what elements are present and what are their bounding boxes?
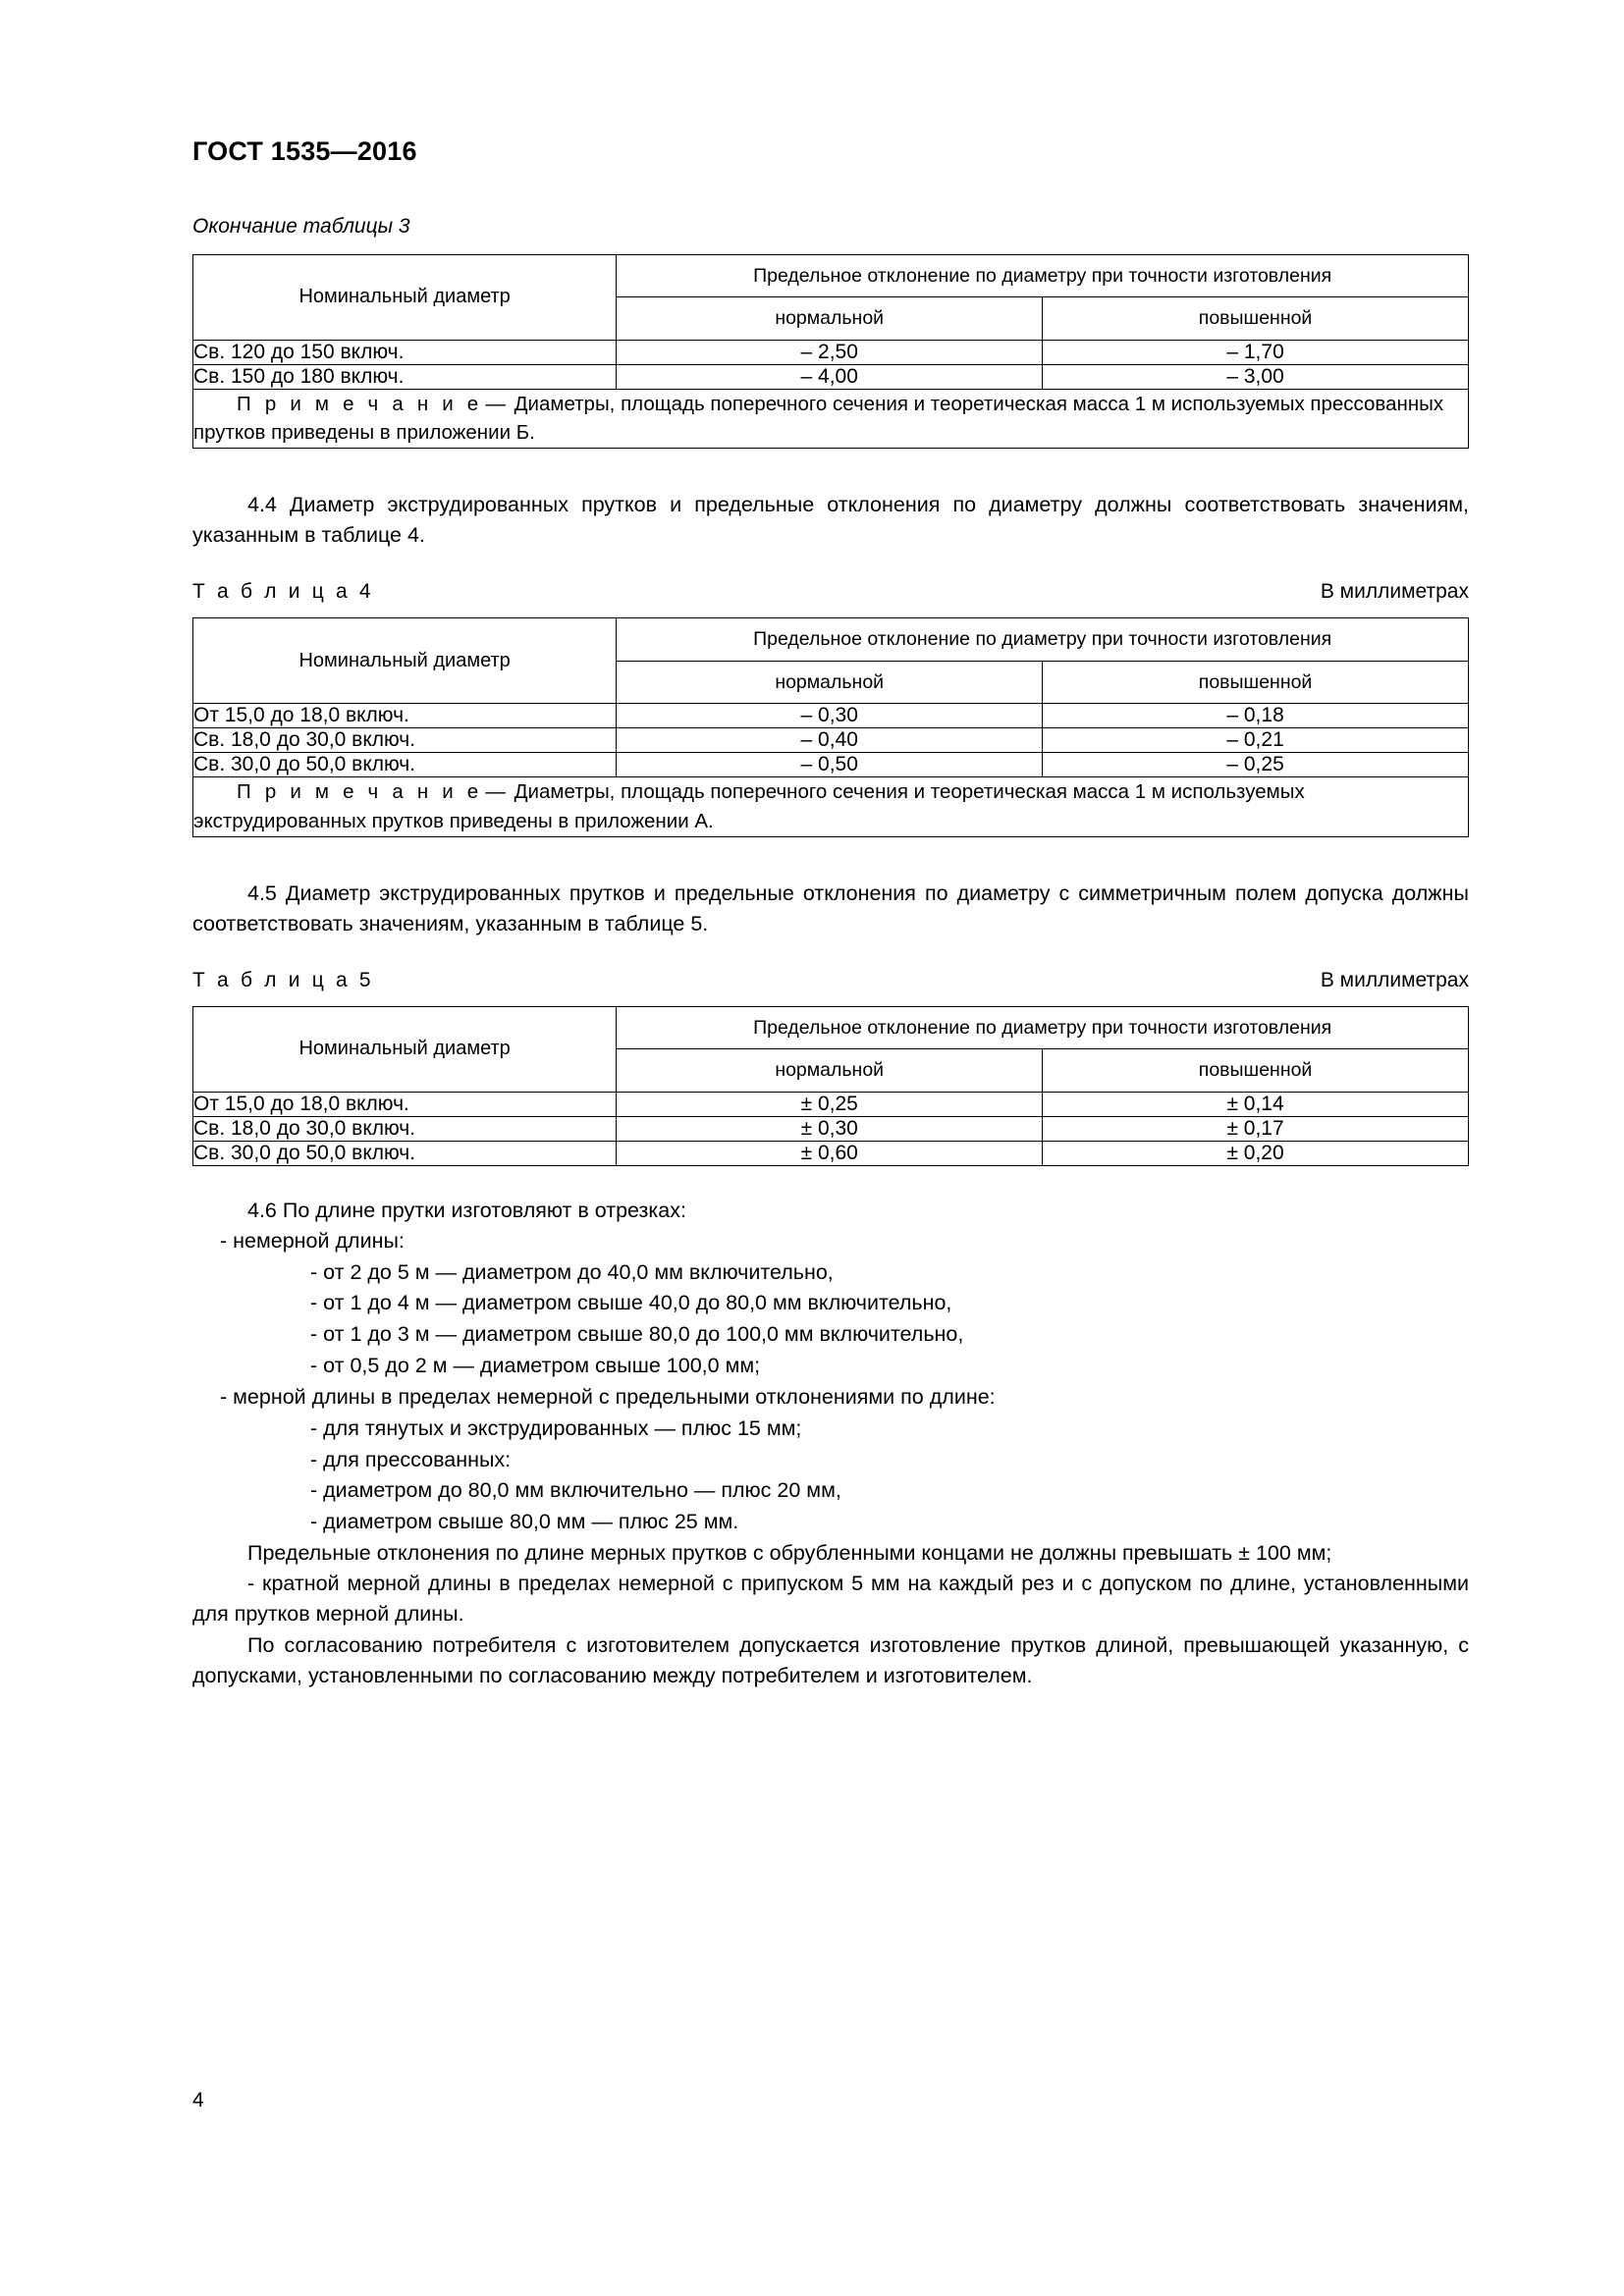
table3-note-row: [193, 389, 1469, 448]
page-number: 4: [192, 2089, 204, 2111]
table5-row1-increased: ± 0,17: [1043, 1116, 1469, 1141]
table3-note: [193, 389, 1469, 448]
table3-caption: Окончание таблицы 3: [192, 214, 410, 238]
table-row: [193, 728, 1469, 753]
table4-note-label: П р и м е ч а н и е: [237, 780, 483, 804]
table4-header-normal: нормальной: [617, 661, 1043, 703]
table3-row0-increased: – 1,70: [1043, 340, 1469, 364]
table4-note-row: [193, 777, 1469, 836]
table3-row1-normal: – 4,00: [617, 364, 1043, 389]
table4-row0-diameter: От 15,0 до 18,0 включ.: [193, 704, 617, 728]
table5-row0-normal: ± 0,25: [617, 1092, 1043, 1116]
table4-units: В миллиметрах: [1320, 580, 1469, 604]
table3-row0-normal: – 2,50: [617, 340, 1043, 364]
section-4-6-list: [192, 1226, 1469, 1538]
table5-header-group: Предельное отклонение по диаметру при точности изготовления: [617, 1006, 1469, 1048]
list-item: - от 1 до 3 м — диаметром свыше 80,0 до 100,0 мм включительно,: [310, 1322, 964, 1347]
list-item: - для тянутых и экструдированных — плюс 15 мм;: [310, 1415, 802, 1440]
table3-header-normal: нормальной: [617, 297, 1043, 340]
table3-header-increased: повышенной: [1043, 297, 1469, 340]
table5-row2-increased: ± 0,20: [1043, 1141, 1469, 1165]
table4-number: Т а б л и ц а 4: [192, 580, 374, 604]
table3-note-dash: —: [485, 392, 506, 415]
paragraph-agreement: По согласованию потребителя с изготовителем допускается изготовление прутков длиной, превышающей указанную, с допусками, установленными по согласованию между потребителем и изготовителем.: [192, 1632, 1469, 1687]
table-row: [193, 1141, 1469, 1165]
table-row: [193, 1116, 1469, 1141]
table4-note-text: Диаметры, площадь поперечного сечения и теоретическая масса 1 м используемых экструдированных прутков приведены в приложении А.: [193, 780, 1305, 832]
table3-header-nominal-diameter: Номинальный диаметр: [193, 254, 617, 340]
table4-header-group: Предельное отклонение по диаметру при точности изготовления: [617, 618, 1469, 661]
table5-row0-increased: ± 0,14: [1043, 1092, 1469, 1116]
paragraph-length-limits: Предельные отклонения по длине мерных прутков с обрубленными концами не должны превышать ± 100 мм;: [247, 1540, 1332, 1565]
table5-row2-diameter: Св. 30,0 до 50,0 включ.: [193, 1141, 617, 1165]
table4-row0-normal: – 0,30: [617, 704, 1043, 728]
table-row: [193, 1092, 1469, 1116]
table4-caption-row: [192, 580, 1469, 604]
table4-row1-normal: – 0,40: [617, 728, 1043, 753]
list-item: - диаметром свыше 80,0 мм — плюс 25 мм.: [310, 1510, 739, 1534]
table-row: [193, 364, 1469, 389]
table5-header-normal: нормальной: [617, 1049, 1043, 1092]
table4-row2-diameter: Св. 30,0 до 50,0 включ.: [193, 753, 617, 777]
paragraph-4-4: 4.4 Диаметр экструдированных прутков и предельные отклонения по диаметру должны соответствовать значениям, указанным в таблице 4.: [192, 493, 1469, 548]
list-item: - диаметром до 80,0 мм включительно — плюс 20 мм,: [310, 1478, 841, 1503]
table5-units: В миллиметрах: [1320, 968, 1469, 991]
table3-note-label: П р и м е ч а н и е: [237, 392, 483, 415]
table4-header-increased: повышенной: [1043, 661, 1469, 703]
table4-note: [193, 777, 1469, 836]
table3-row0-diameter: Св. 120 до 150 включ.: [193, 340, 617, 364]
table3-note-text: Диаметры, площадь поперечного сечения и теоретическая масса 1 м используемых прессованных прутков приведены в приложении Б.: [193, 392, 1444, 445]
table3-header-group: Предельное отклонение по диаметру при точности изготовления: [617, 254, 1469, 296]
list-item: - от 2 до 5 м — диаметром до 40,0 мм включительно,: [310, 1259, 834, 1284]
table5-row1-diameter: Св. 18,0 до 30,0 включ.: [193, 1116, 617, 1141]
table3: [192, 254, 1469, 449]
list-item: - мерной длины в пределах немерной с предельными отклонениями по длине:: [220, 1384, 996, 1409]
table3-header-row-1: [193, 254, 1469, 296]
table3-row1-increased: – 3,00: [1043, 364, 1469, 389]
paragraph-kratnoy: - кратной мерной длины в пределах немерной с припуском 5 мм на каждый рез и с допуском по длине, установленными для прутков мерной длины.: [192, 1572, 1469, 1627]
list-item: - для прессованных:: [310, 1447, 512, 1471]
table4-row1-diameter: Св. 18,0 до 30,0 включ.: [193, 728, 617, 753]
table-row: [193, 753, 1469, 777]
table4-row0-increased: – 0,18: [1043, 704, 1469, 728]
table4-row1-increased: – 0,21: [1043, 728, 1469, 753]
table5: [192, 1006, 1469, 1166]
document-header: ГОСТ 1535—2016: [192, 136, 417, 166]
table4: [192, 617, 1469, 836]
section-4-6-intro: 4.6 По длине прутки изготовляют в отрезках:: [247, 1198, 686, 1222]
paragraph-4-5: 4.5 Диаметр экструдированных прутков и предельные отклонения по диаметру с симметричным полем допуска должны соответствовать значениям, указанным в таблице 5.: [192, 881, 1469, 935]
table4-header-row-1: [193, 618, 1469, 661]
table4-row2-increased: – 0,25: [1043, 753, 1469, 777]
table5-row0-diameter: От 15,0 до 18,0 включ.: [193, 1092, 617, 1116]
table-row: [193, 340, 1469, 364]
table5-header-increased: повышенной: [1043, 1049, 1469, 1092]
table3-row1-diameter: Св. 150 до 180 включ.: [193, 364, 617, 389]
table5-row1-normal: ± 0,30: [617, 1116, 1043, 1141]
table4-header-nominal-diameter: Номинальный диаметр: [193, 618, 617, 704]
table4-row2-normal: – 0,50: [617, 753, 1043, 777]
list-item: - от 0,5 до 2 м — диаметром свыше 100,0 мм;: [310, 1354, 761, 1378]
table5-caption-row: [192, 969, 1469, 992]
page-content: [192, 137, 1469, 1691]
table5-number: Т а б л и ц а 5: [192, 968, 374, 991]
table5-header-nominal-diameter: Номинальный диаметр: [193, 1006, 617, 1092]
table-row: [193, 704, 1469, 728]
list-item: - немерной длины:: [220, 1228, 405, 1253]
table5-row2-normal: ± 0,60: [617, 1141, 1043, 1165]
table4-note-dash: —: [485, 780, 506, 804]
table5-header-row-1: [193, 1006, 1469, 1048]
list-item: - от 1 до 4 м — диаметром свыше 40,0 до 80,0 мм включительно,: [310, 1291, 952, 1315]
